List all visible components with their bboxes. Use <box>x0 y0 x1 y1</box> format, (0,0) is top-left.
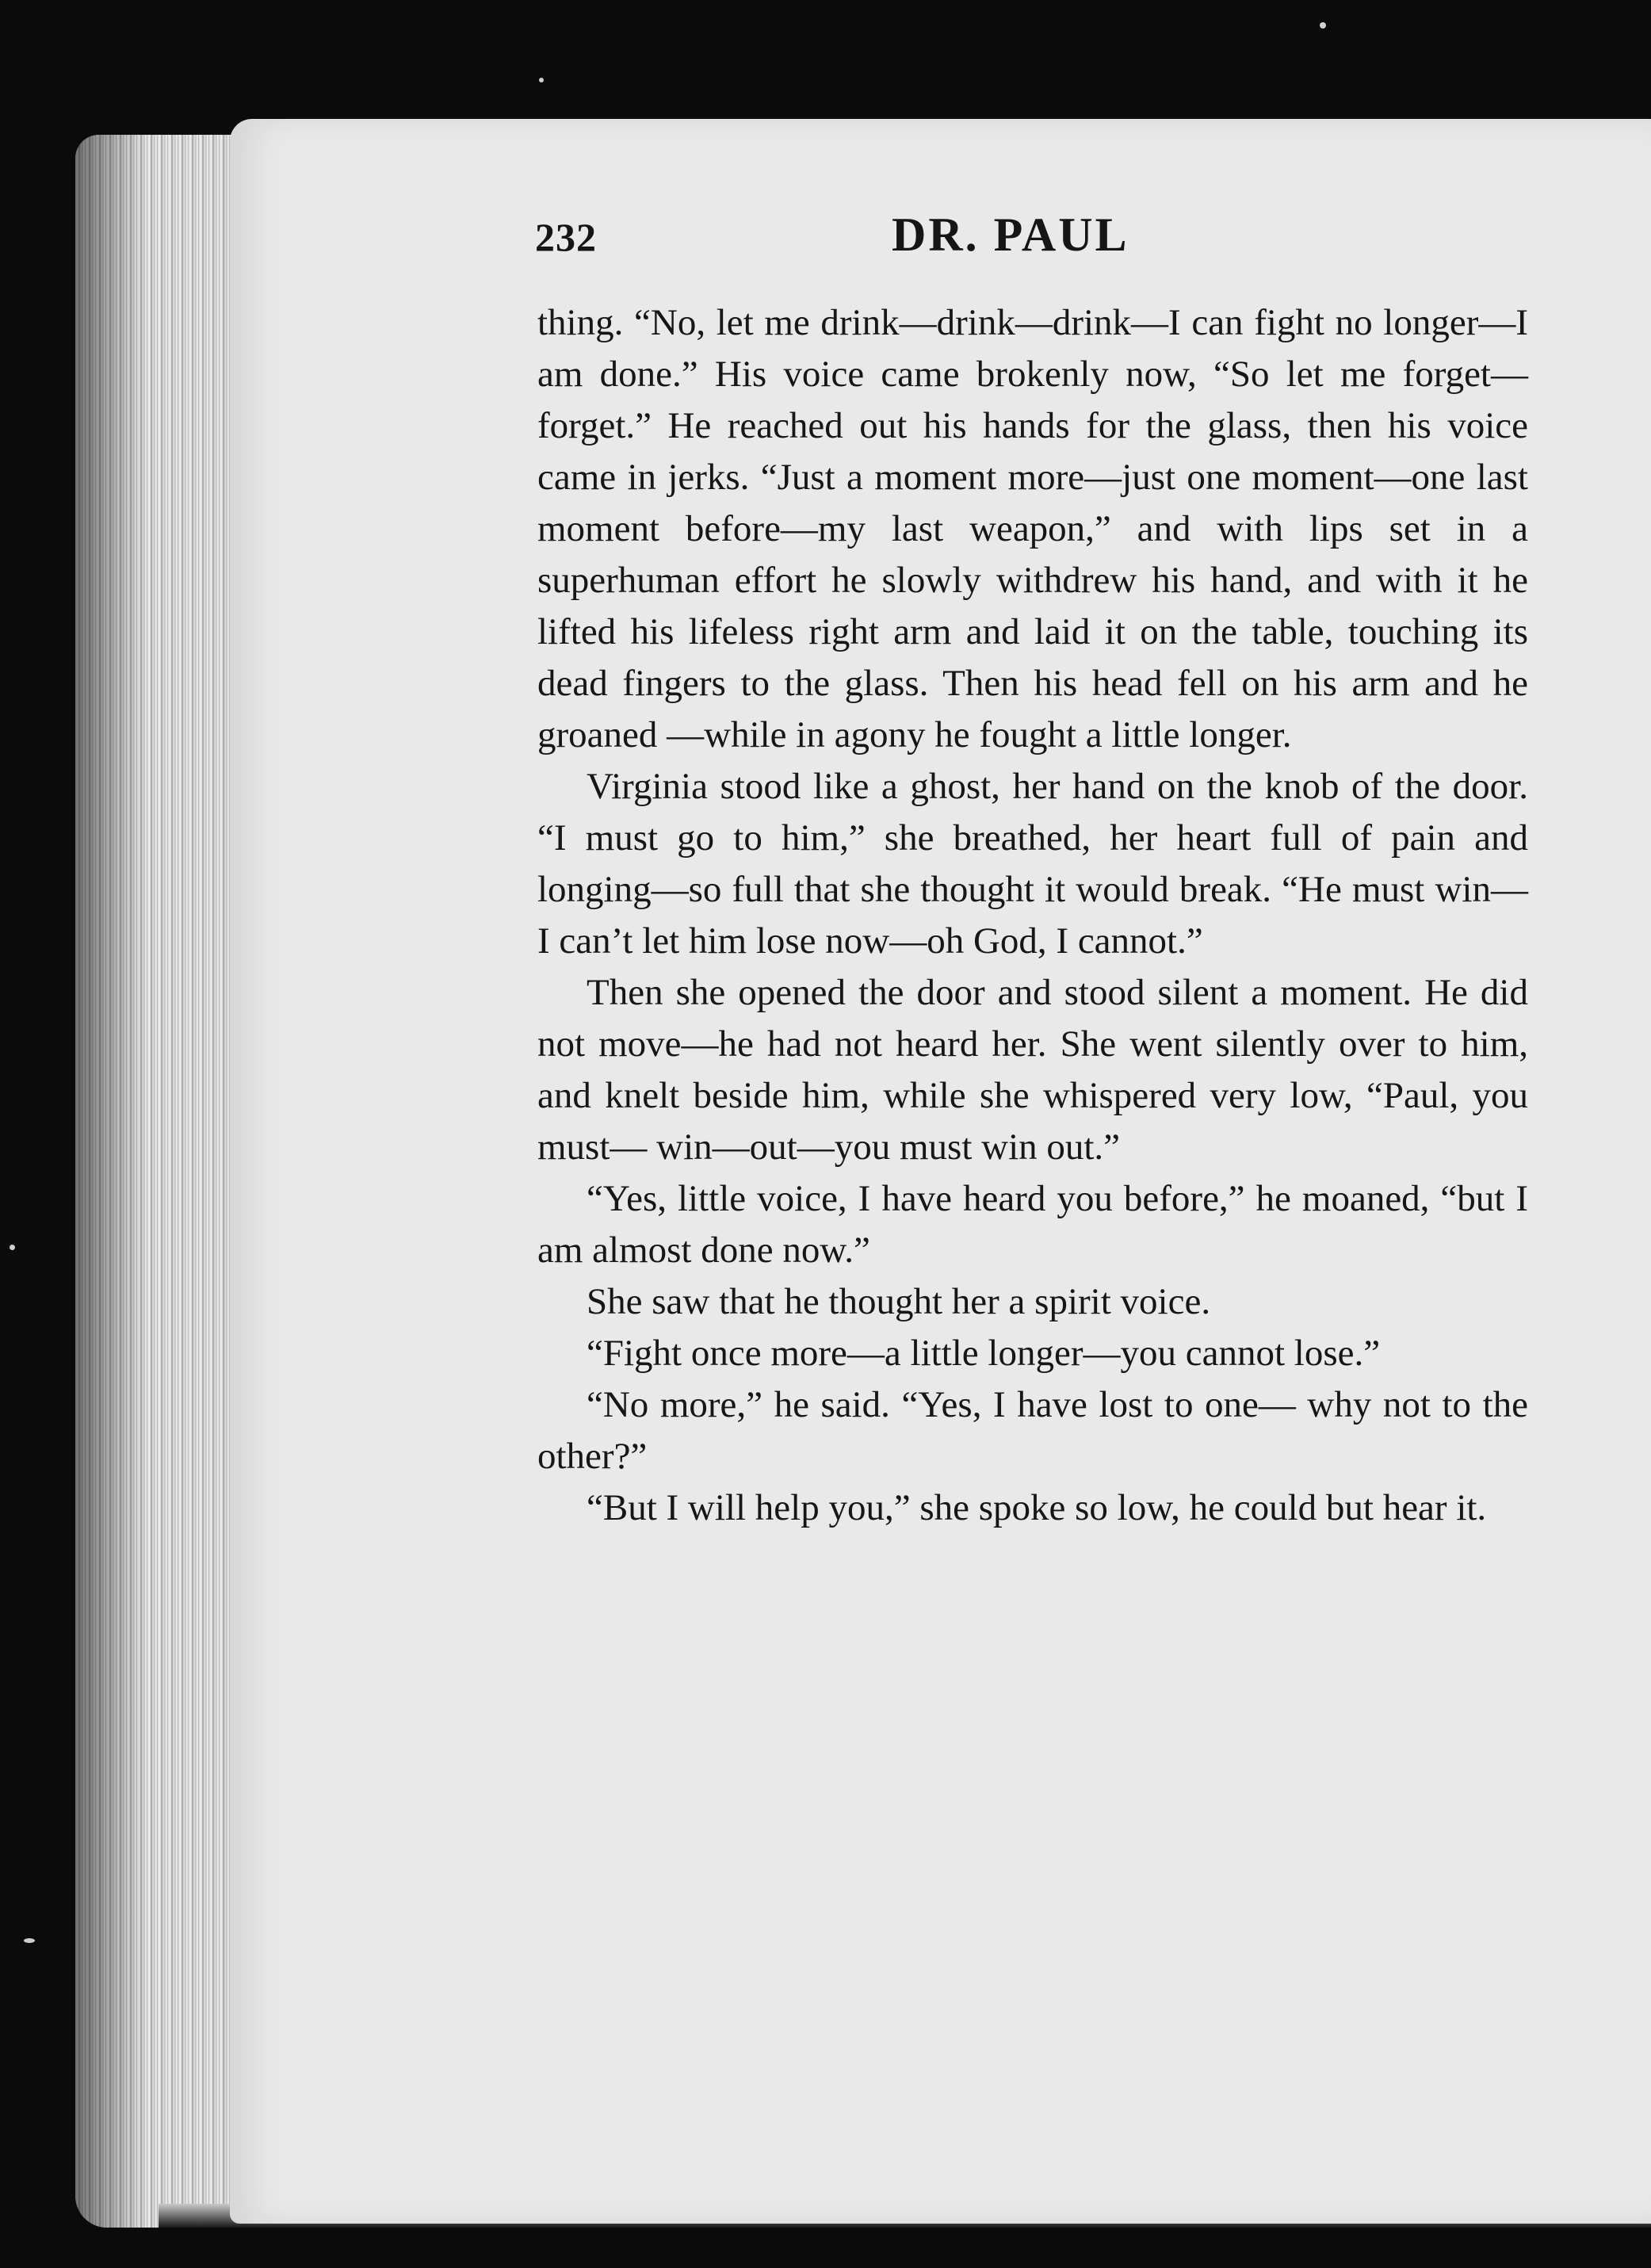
body-text <box>537 297 1528 1534</box>
dust-speck <box>10 1245 15 1250</box>
paragraph: Then she opened the door and stood silent a moment. He did not move—he had not heard her. She went silently over to him, and knelt beside him, while she whispered very low, “Paul, you must— win—out—you must win out.” <box>537 972 1528 1168</box>
running-head <box>535 208 1581 270</box>
paragraph: “Yes, little voice, I have heard you before,” he moaned, “but I am almost done now.” <box>537 1178 1528 1271</box>
dust-speck <box>24 1938 35 1943</box>
dust-speck <box>539 78 544 82</box>
paragraph: “But I will help you,” she spoke so low, he could but hear it. <box>587 1487 1487 1528</box>
page-number: 232 <box>535 215 597 259</box>
running-title: DR. PAUL <box>892 208 1129 261</box>
paragraph: thing. “No, let me drink—drink—drink—I can fight no longer—I am done.” His voice came brokenly now, “So let me forget—forget.” He reached out his hands for the glass, then his voice came in jerks. “Just a moment more—just one moment—one last moment before—my last weapon,” and with lips set in a superhuman effort he slowly withdrew his hand, and with it he lifted his lifeless right arm and laid it on the table, touching its dead fingers to the glass. Then his head fell on his arm and he groaned —while in agony he fought a little longer. <box>537 302 1528 755</box>
paragraph: Virginia stood like a ghost, her hand on the knob of the door. “I must go to him,” she breathed, her heart full of pain and longing—so full that she thought it would break. “He must win—I can’t let him lose now—oh God, I cannot.” <box>537 766 1528 962</box>
dust-speck <box>1320 22 1326 29</box>
paragraph: She saw that he thought her a spirit voice. <box>587 1281 1211 1322</box>
paragraph: “Fight once more—a little longer—you cannot lose.” <box>587 1333 1381 1374</box>
paragraph: “No more,” he said. “Yes, I have lost to one— why not to the other?” <box>537 1384 1528 1477</box>
book-page-edges <box>75 135 246 2228</box>
